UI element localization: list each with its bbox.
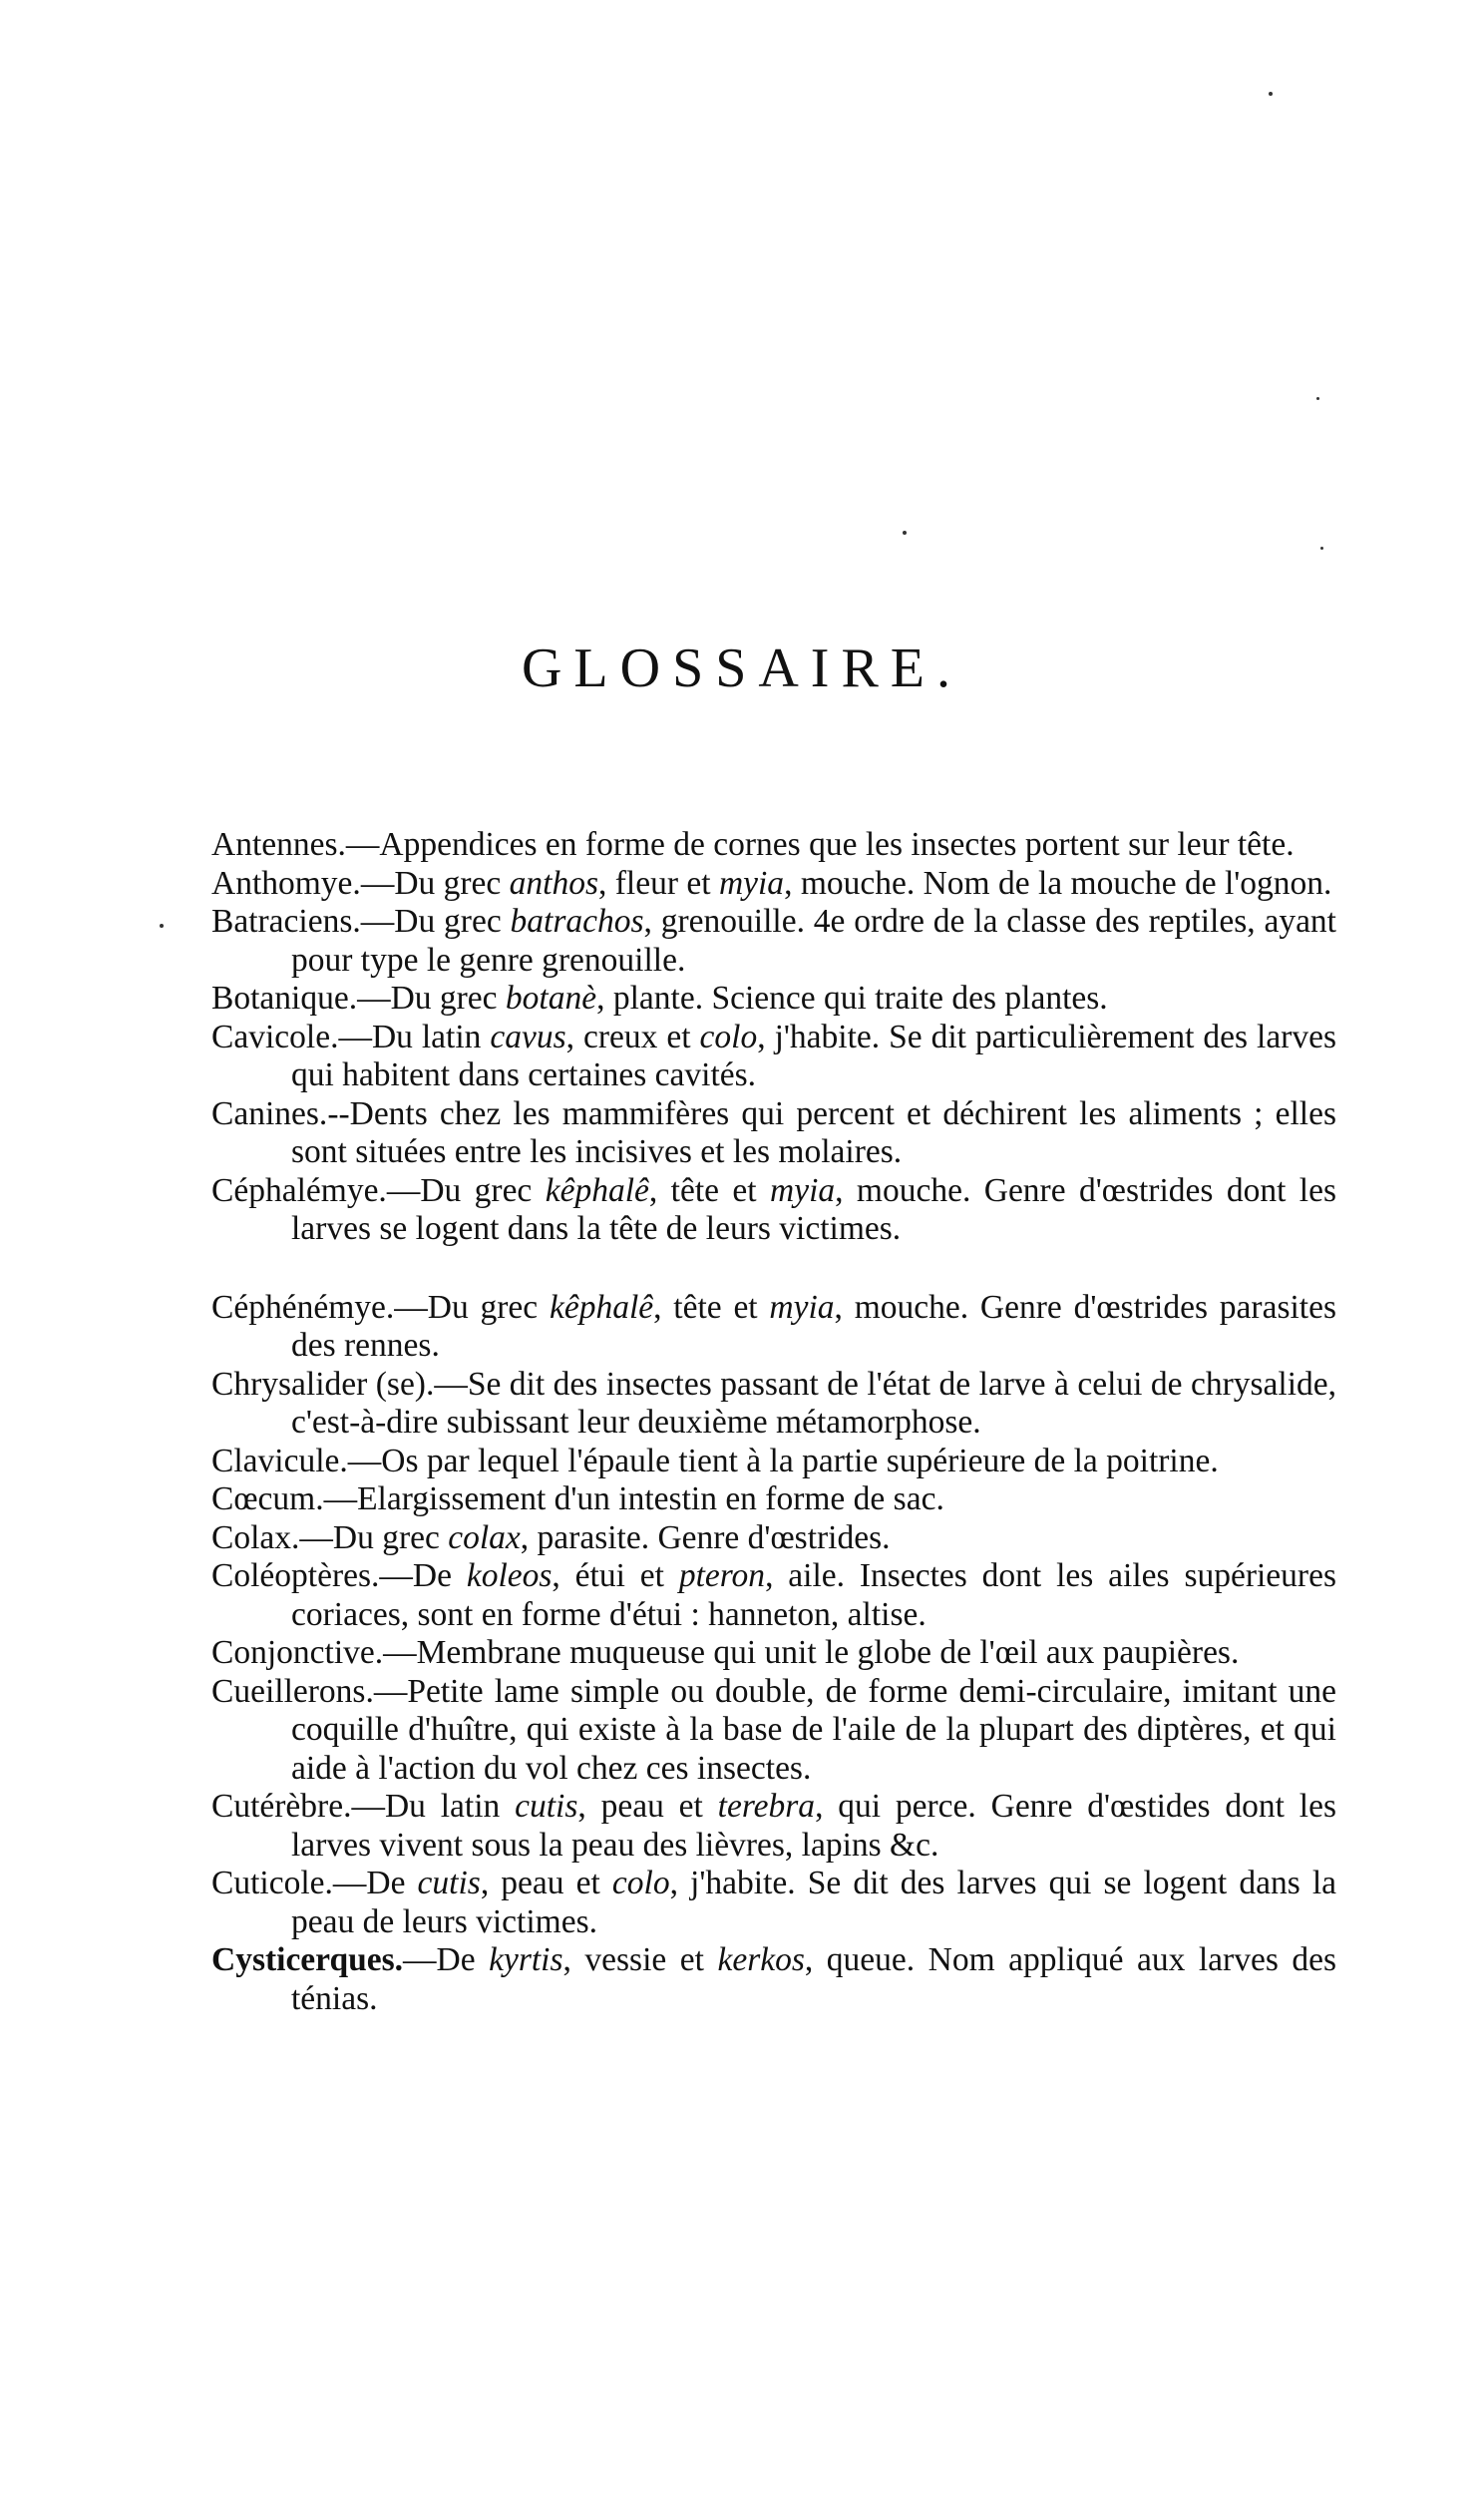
etymology-word: kerkos [717, 1941, 805, 1978]
glossary-term: Cœcum. [211, 1480, 324, 1517]
scan-speck [1269, 92, 1273, 96]
definition-text: , mouche. Genre d'œstrides parasites des rennes. [291, 1288, 1337, 1364]
etymology-word: kyrtis [489, 1941, 563, 1978]
scan-speck [903, 531, 907, 535]
etymology-word: myia [770, 1171, 836, 1209]
definition-text: , j'habite. Se dit particulièrement des larves qui habitent dans certaines cavités. [291, 1018, 1336, 1093]
glossary-entry [211, 1673, 1336, 1789]
etymology-word: koleos [466, 1557, 553, 1594]
glossary-term: Clavicule. [211, 1442, 348, 1479]
glossary-term: Chrysalider (se). [211, 1365, 435, 1403]
glossary-term: Canines. [211, 1094, 328, 1132]
etymology-word: cutis [515, 1788, 578, 1825]
definition-text: , qui perce. Genre d'œstides dont les larves vivent sous la peau des lièvres, lapins &c. [291, 1788, 1337, 1864]
definition-text: —Du grec [360, 903, 511, 940]
glossary-term: Botanique. [211, 980, 358, 1017]
etymology-word: colo [611, 1865, 670, 1901]
definition-text: , grenouille. 4e ordre de la classe des reptiles, ayant pour type le genre grenouille. [291, 903, 1336, 979]
glossary-entry [211, 1788, 1336, 1865]
glossary-term: Céphalémye. [211, 1171, 387, 1209]
definition-text: , tête et [648, 1171, 771, 1209]
glossary-term: Cysticerques. [211, 1941, 403, 1978]
definition-text: --Dents chez les mammifères qui percent et déchirent les aliments ; elles sont situées entre les incisives et les molaires. [291, 1094, 1336, 1170]
definition-text: , parasite. Genre d'œstrides. [520, 1518, 891, 1556]
etymology-word: terebra [717, 1788, 816, 1825]
definition-text: —Petite lame simple ou double, de forme demi-circulaire, imitant une coquille d'huître, qui existe à la base de l'aile de la plupart des diptères, et qui aide à l'action du vol chez ces insectes. [291, 1672, 1336, 1787]
glossary-term: Cutérèbre. [211, 1788, 352, 1825]
glossary-entry [211, 903, 1336, 980]
definition-text: —Du grec [386, 1171, 546, 1209]
glossary-term: Cueillerons. [211, 1672, 374, 1710]
definition-text: —De [403, 1941, 490, 1978]
definition-text: , tête et [653, 1288, 770, 1326]
glossary-entry [211, 1289, 1336, 1366]
definition-text: , mouche. Genre d'œstrides dont les larves se logent dans la tête de leurs victimes. [291, 1171, 1337, 1247]
etymology-word: myia [769, 1288, 835, 1326]
glossary-term: Céphénémye. [211, 1288, 395, 1326]
definition-text: , fleur et [598, 864, 719, 902]
glossary-term: Anthomye. [211, 864, 361, 902]
etymology-word: botanè [505, 980, 597, 1017]
glossary-list [211, 826, 1336, 2018]
glossary-term: Antennes. [211, 826, 346, 863]
definition-text: —Elargissement d'un intestin en forme de sac. [323, 1480, 944, 1517]
definition-text: , peau et [577, 1788, 718, 1825]
glossary-term: Coléoptères. [211, 1557, 380, 1594]
glossary-entry [211, 1172, 1336, 1249]
definition-text: , peau et [480, 1865, 612, 1901]
glossary-entry [211, 1095, 1336, 1172]
glossary-entry [211, 980, 1336, 1019]
definition-text: , vessie et [562, 1941, 718, 1978]
definition-text: , mouche. Nom de la mouche de l'ognon. [784, 864, 1332, 902]
definition-text: , queue. Nom appliqué aux larves des ténias. [291, 1941, 1337, 2017]
glossary-term: Batraciens. [211, 903, 361, 940]
glossary-term: Cavicole. [211, 1018, 339, 1055]
definition-text: —Du latin [338, 1018, 491, 1055]
definition-text: —Os par lequel l'épaule tient à la partie supérieure de la poitrine. [347, 1442, 1219, 1479]
glossary-entry [211, 1557, 1336, 1634]
glossary-entry [211, 1366, 1336, 1443]
definition-text: —Du latin [351, 1788, 516, 1825]
glossary-entry [211, 1480, 1336, 1519]
definition-text: —Du grec [357, 980, 506, 1017]
definition-text: —De [379, 1557, 467, 1594]
definition-text: —Appendices en forme de cornes que les insectes portent sur leur tête. [345, 826, 1295, 863]
etymology-word: myia [718, 864, 785, 902]
etymology-word: kêphalê [549, 1288, 654, 1326]
glossary-entry [211, 1941, 1336, 2018]
etymology-word: kêphalê [545, 1171, 649, 1209]
glossary-entry [211, 1519, 1336, 1558]
glossary-entry [211, 1865, 1336, 1941]
glossary-entry [211, 1443, 1336, 1481]
etymology-word: cutis [417, 1865, 481, 1901]
glossary-term: Colax. [211, 1518, 300, 1556]
definition-text: —Du grec [360, 864, 510, 902]
page-title: GLOSSAIRE. [521, 636, 963, 699]
glossary-term: Cuticole. [211, 1865, 333, 1901]
definition-text: —De [332, 1865, 418, 1901]
definition-text: , plante. Science qui traite des plantes. [596, 980, 1108, 1017]
etymology-word: anthos [509, 864, 599, 902]
definition-text: , creux et [565, 1018, 700, 1055]
definition-text: —Du grec [394, 1288, 550, 1326]
glossary-entry [211, 1019, 1336, 1095]
scan-speck [1320, 547, 1323, 550]
scan-speck [160, 924, 164, 928]
definition-text: —Membrane muqueuse qui unit le globe de l'œil aux paupières. [383, 1634, 1240, 1671]
etymology-word: pteron [678, 1557, 766, 1594]
glossary-entry [211, 865, 1336, 904]
definition-text: , j'habite. Se dit des larves qui se logent dans la peau de leurs victimes. [291, 1865, 1337, 1940]
etymology-word: colo [699, 1018, 758, 1055]
etymology-word: cavus [490, 1018, 566, 1055]
definition-text: , étui et [552, 1557, 679, 1594]
etymology-word: colax [448, 1518, 521, 1556]
glossary-entry [211, 1634, 1336, 1673]
etymology-word: batrachos [510, 903, 644, 940]
definition-text: —Se dit des insectes passant de l'état de larve à celui de chrysalide, c'est-à-dire subissant leur deuxième métamorphose. [291, 1365, 1336, 1441]
glossary-term: Conjonctive. [211, 1634, 384, 1671]
definition-text: —Du grec [299, 1518, 449, 1556]
definition-text: , aile. Insectes dont les ailes supérieures coriaces, sont en forme d'étui : hanneton, altise. [291, 1557, 1336, 1633]
scan-speck [1316, 397, 1319, 400]
glossary-entry [211, 826, 1336, 865]
